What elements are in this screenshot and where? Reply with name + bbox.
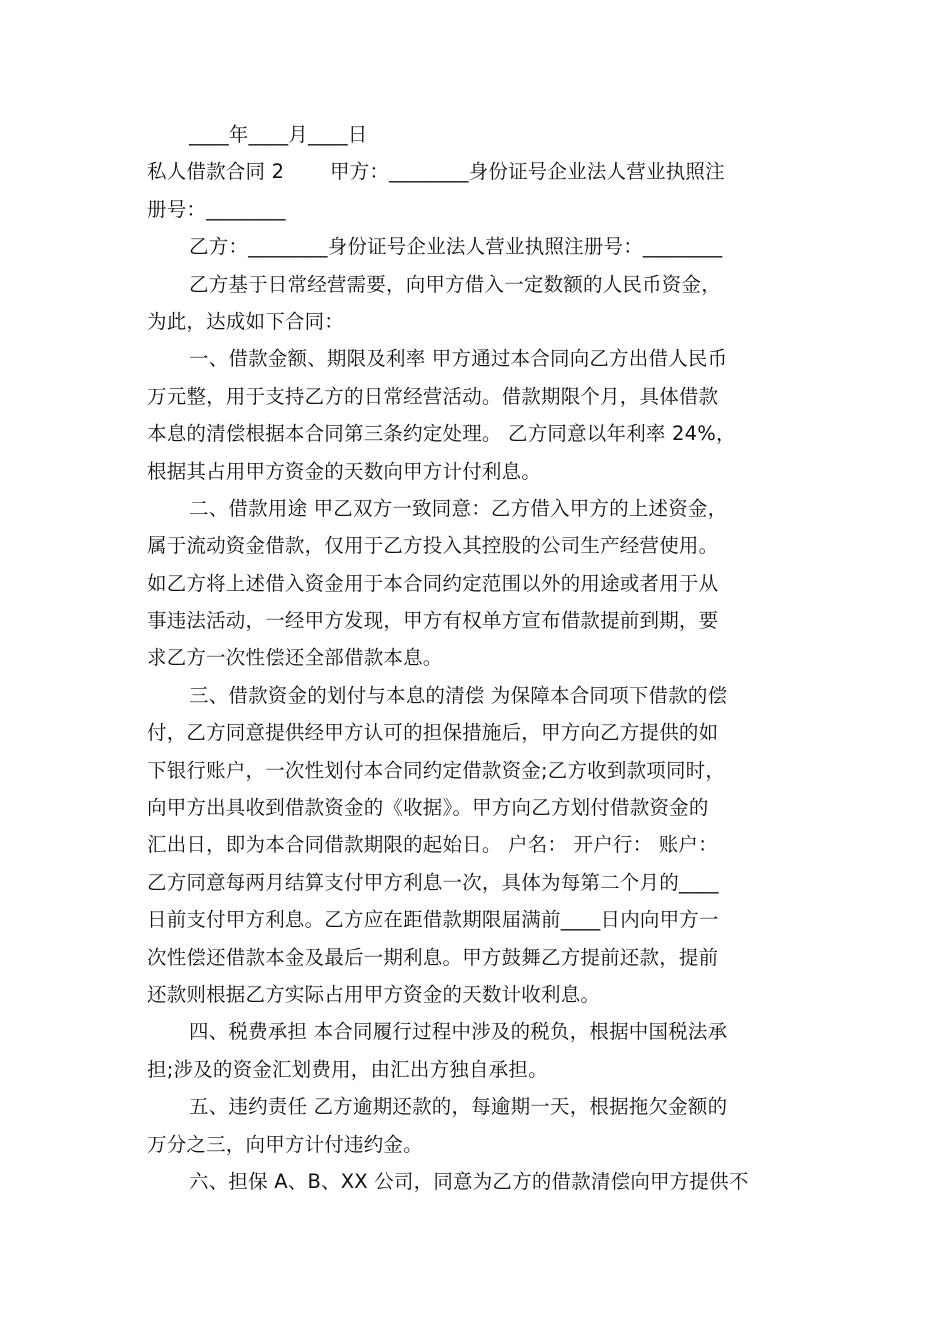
document-line: 万分之三，向甲方计付违约金。: [147, 1132, 423, 1156]
document-line: 乙方基于日常经营需要，向甲方借入一定数额的人民币资金，: [189, 272, 721, 296]
document-line: 付，乙方同意提供经甲方认可的担保措施后，甲方向乙方提供的如: [147, 721, 719, 745]
document-line: 三、借款资金的划付与本息的清偿 为保障本合同项下借款的偿: [189, 683, 728, 707]
document-line: 乙方同意每两月结算支付甲方利息一次，具体为每第二个月的____: [147, 870, 719, 894]
document-line: 私人借款合同 2 甲方：________身份证号企业法人营业执照注: [147, 160, 725, 184]
document-line: 日前支付甲方利息。乙方应在距借款期限届满前____日内向甲方一: [147, 908, 719, 932]
document-line: 六、担保 A、B、XX 公司，同意为乙方的借款清偿向甲方提供不: [189, 1169, 749, 1193]
document-line: 汇出日，即为本合同借款期限的起始日。 户名： 开户行： 账户：: [147, 833, 718, 857]
document-line: 四、税费承担 本合同履行过程中涉及的税负，根据中国税法承: [189, 1020, 728, 1044]
document-line: 求乙方一次性偿还全部借款本息。: [147, 646, 443, 670]
document-line: 一、借款金额、期限及利率 甲方通过本合同向乙方出借人民币: [189, 347, 728, 371]
document-line: 如乙方将上述借入资金用于本合同约定范围以外的用途或者用于从: [147, 571, 719, 595]
document-line: 担;涉及的资金汇划费用，由汇出方独自承担。: [147, 1057, 548, 1081]
document-line: ____年____月____日: [189, 123, 368, 146]
document-line: 万元整，用于支持乙方的日常经营活动。借款期限个月，具体借款: [147, 384, 719, 408]
document-line: 册号：________: [147, 197, 286, 221]
document-line: 次性偿还借款本金及最后一期利息。甲方鼓舞乙方提前还款，提前: [147, 945, 719, 969]
document-line: 五、违约责任 乙方逾期还款的，每逾期一天，根据拖欠金额的: [189, 1095, 728, 1119]
document-line: 下银行账户，一次性划付本合同约定借款资金;乙方收到款项同时，: [147, 758, 726, 782]
document-line: 还款则根据乙方实际占用甲方资金的天数计收利息。: [147, 982, 601, 1006]
document-line: 事违法活动，一经甲方发现，甲方有权单方宣布借款提前到期，要: [147, 609, 719, 633]
document-line: 本息的清偿根据本合同第三条约定处理。 乙方同意以年利率 24%，: [147, 422, 736, 446]
document-line: 乙方：________身份证号企业法人营业执照注册号：________: [189, 235, 723, 259]
document-line: 向甲方出具收到借款资金的《收据》。甲方向乙方划付借款资金的: [147, 796, 709, 820]
document-line: 为此，达成如下合同：: [147, 309, 345, 333]
document-line: 根据其占用甲方资金的天数向甲方计付利息。: [147, 459, 542, 483]
document-line: 属于流动资金借款，仅用于乙方投入其控股的公司生产经营使用。: [147, 534, 719, 558]
document-line: 二、借款用途 甲乙双方一致同意：乙方借入甲方的上述资金，: [189, 496, 728, 520]
document-body: [147, 116, 807, 1200]
